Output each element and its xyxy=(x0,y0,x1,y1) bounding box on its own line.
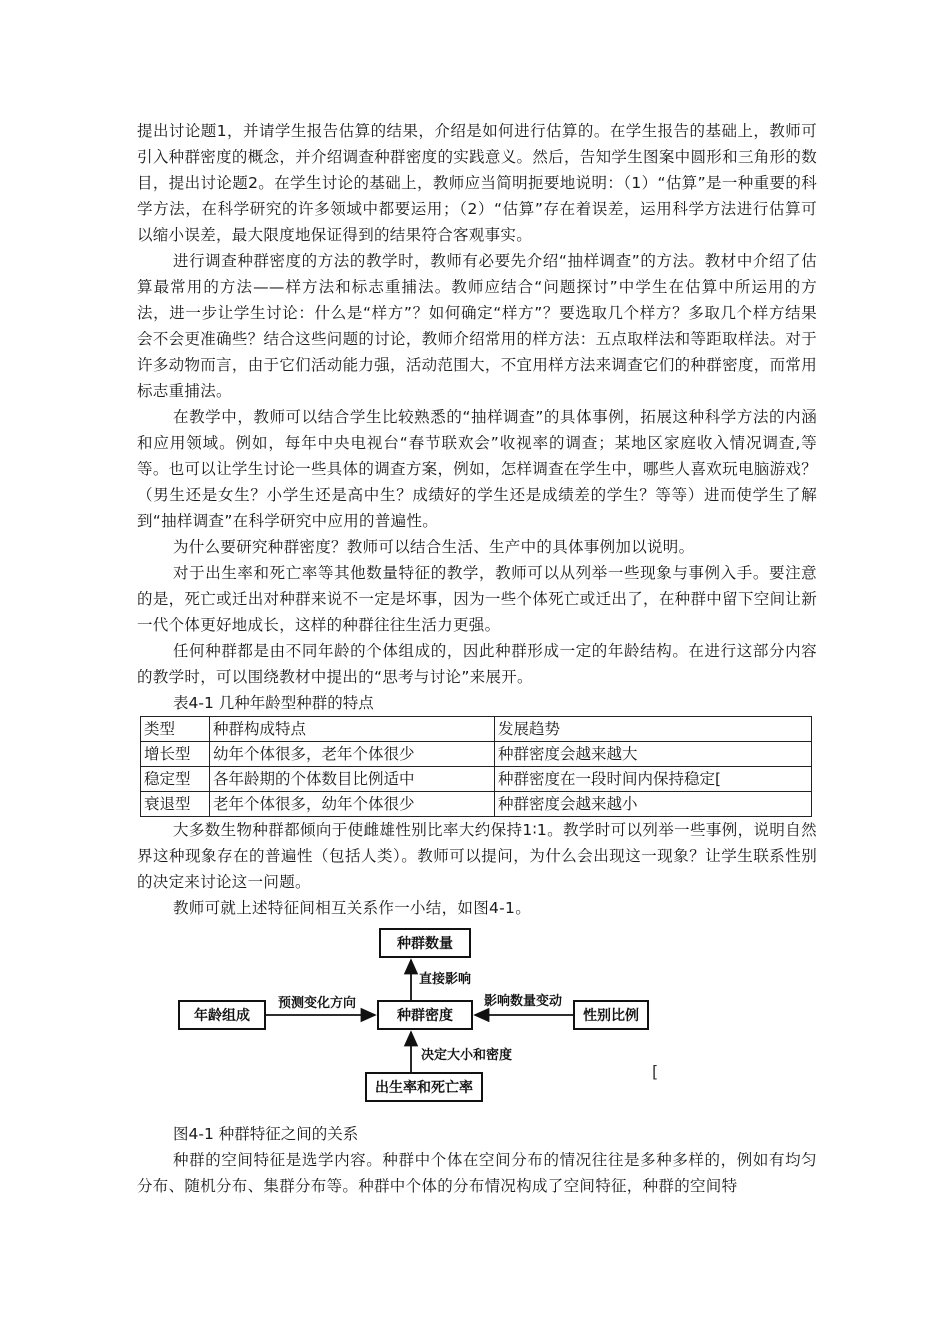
paragraph-5: 对于出生率和死亡率等其他数量特征的教学，教师可以从列举一些现象与事例入手。要注意的是，死亡或迁出对种群来说不一定是坏事，因为一些个体死亡或迁出了，在种群中留下空间让新一代个体更好地成长，这样的种群往往生活力更强。 xyxy=(137,564,817,634)
paragraph-2: 进行调查种群密度的方法的教学时，教师有必要先介绍“抽样调查”的方法。教材中介绍了估算最常用的方法——样方法和标志重捕法。教师应结合“问题探讨”中学生在估算中所运用的方法，进一步让学生讨论：什么是“样方”？如何确定“样方”？要选取几个样方？多取几个样方结果会不会更准确些？结合这些问题的讨论，教师介绍常用的样方法：五点取样法和等距取样法。对于许多动物而言，由于它们活动能力强，活动范围大，不宜用样方法来调查它们的种群密度，而常用标志重捕法。 xyxy=(137,252,817,400)
table-header-cell: 种群构成特点 xyxy=(210,717,495,742)
box-age-structure xyxy=(179,1001,265,1029)
table-cell: 种群密度会越来越小 xyxy=(495,792,812,817)
document-page xyxy=(137,118,817,1199)
box-label: 出生率和死亡率 xyxy=(375,1080,473,1096)
arrow-label-direct-effect: 直接影响 xyxy=(419,972,472,987)
paragraph-6: 任何种群都是由不同年龄的个体组成的，因此种群形成一定的年龄结构。在进行这部分内容的教学时，可以围绕教材中提出的“思考与讨论”来展开。 xyxy=(137,642,817,686)
box-sex-ratio xyxy=(574,1001,648,1029)
table-cell: 衰退型 xyxy=(141,792,210,817)
age-structure-table xyxy=(140,716,812,817)
table-row xyxy=(141,767,812,792)
table-header-row xyxy=(141,717,812,742)
box-label: 性别比例 xyxy=(583,1008,639,1024)
table-cell: 各年龄期的个体数目比例适中 xyxy=(210,767,495,792)
stray-bracket: [ xyxy=(652,1062,659,1081)
table-cell: 幼年个体很多，老年个体很少 xyxy=(210,742,495,767)
table-row xyxy=(141,742,812,767)
table-header-cell: 发展趋势 xyxy=(495,717,812,742)
population-relationship-diagram xyxy=(137,925,817,1121)
figure-caption: 图4-1 种群特征之间的关系 xyxy=(173,1125,359,1143)
table-header-cell: 类型 xyxy=(141,717,210,742)
table-caption: 表4-1 几种年龄型种群的特点 xyxy=(173,694,374,712)
box-label: 年龄组成 xyxy=(194,1008,250,1024)
table-cell: 稳定型 xyxy=(141,767,210,792)
arrow-label-affect-change: 影响数量变动 xyxy=(483,994,563,1009)
paragraph-7: 大多数生物种群都倾向于使雌雄性别比率大约保持1∶1。教学时可以列举一些事例，说明自然界这种现象存在的普遍性（包括人类）。教师可以提问，为什么会出现这一现象？让学生联系性别的决定来讨论这一问题。 xyxy=(137,821,817,891)
table-row xyxy=(141,792,812,817)
arrow-label-determine: 决定大小和密度 xyxy=(421,1048,513,1063)
table-cell: 增长型 xyxy=(141,742,210,767)
box-population-count xyxy=(380,929,470,957)
paragraph-8: 教师可就上述特征间相互关系作一小结，如图4-1。 xyxy=(173,899,532,917)
paragraph-3: 在教学中，教师可以结合学生比较熟悉的“抽样调查”的具体事例，拓展这种科学方法的内涵和应用领域。例如，每年中央电视台“春节联欢会”收视率的调查；某地区家庭收入情况调查,等等。也可以让学生讨论一些具体的调查方案，例如，怎样调查在学生中，哪些人喜欢玩电脑游戏？（男生还是女生？小学生还是高中生？成绩好的学生还是成绩差的学生？等等）进而使学生了解到“抽样调查”在科学研究中应用的普遍性。 xyxy=(137,408,817,530)
paragraph-4: 为什么要研究种群密度？教师可以结合生活、生产中的具体事例加以说明。 xyxy=(173,538,695,556)
box-label: 种群数量 xyxy=(397,936,453,952)
arrow-label-predict: 预测变化方向 xyxy=(277,996,357,1011)
table-cell: 种群密度在一段时间内保持稳定[ xyxy=(495,767,812,792)
table-cell: 老年个体很多，幼年个体很少 xyxy=(210,792,495,817)
paragraph-9: 种群的空间特征是选学内容。种群中个体在空间分布的情况往往是多种多样的，例如有均匀分布、随机分布、集群分布等。种群中个体的分布情况构成了空间特征，种群的空间特 xyxy=(137,1151,817,1195)
box-population-density xyxy=(378,1001,472,1029)
box-label: 种群密度 xyxy=(397,1008,453,1024)
paragraph-1: 提出讨论题1，并请学生报告估算的结果，介绍是如何进行估算的。在学生报告的基础上，教师可引入种群密度的概念，并介绍调查种群密度的实践意义。然后，告知学生图案中圆形和三角形的数目，提出讨论题2。在学生讨论的基础上，教师应当简明扼要地说明：（1）“估算”是一种重要的科学方法，在科学研究的许多领域中都要运用；（2）“估算”存在着误差，运用科学方法进行估算可以缩小误差，最大限度地保证得到的结果符合客观事实。 xyxy=(137,122,817,244)
table-cell: 种群密度会越来越大 xyxy=(495,742,812,767)
box-birth-death-rate xyxy=(366,1073,482,1101)
